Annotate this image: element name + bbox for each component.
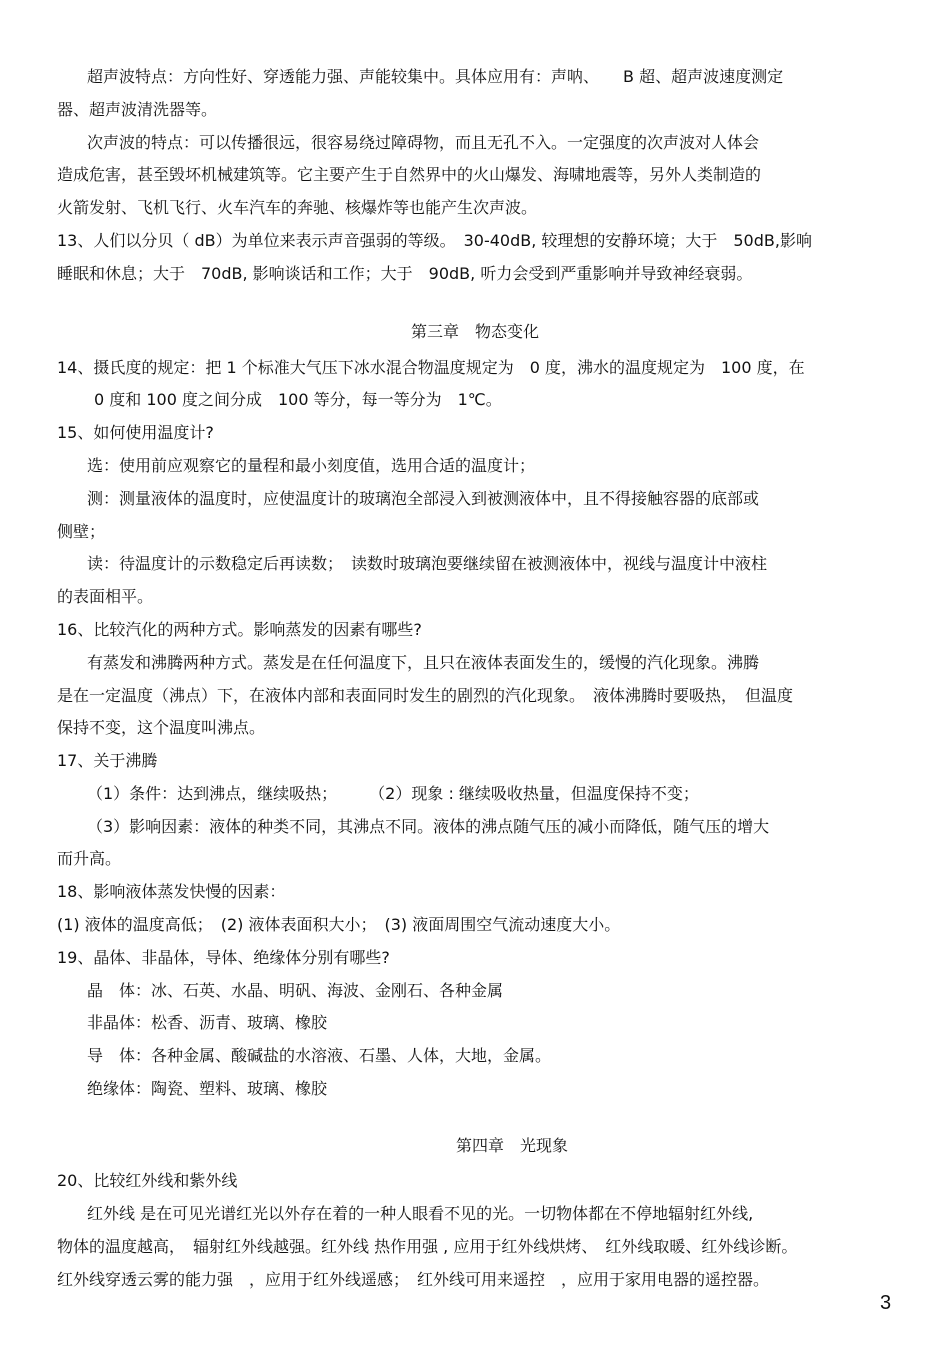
paragraph-line: 17、关于沸腾	[57, 751, 158, 770]
page-number: 3	[880, 1292, 892, 1314]
paragraph-line: (1) 液体的温度高低； (2) 液体表面积大小； (3) 液面周围空气流动速度大小。	[57, 915, 621, 934]
paragraph-line: 保持不变，这个温度叫沸点。	[57, 718, 266, 737]
paragraph-line: 晶 体：冰、石英、水晶、明矾、海波、金刚石、各种金属	[87, 981, 504, 1000]
paragraph-line: 而升高。	[57, 849, 122, 868]
paragraph-line: 18、影响液体蒸发快慢的因素：	[57, 882, 286, 901]
paragraph-line: 导 体：各种金属、酸碱盐的水溶液、石墨、人体，大地，金属。	[87, 1046, 552, 1065]
paragraph-line: 20、比较红外线和紫外线	[57, 1171, 238, 1190]
paragraph-line: 次声波的特点：可以传播很远，很容易绕过障碍物，而且无孔不入。一定强度的次声波对人体会	[87, 133, 760, 152]
paragraph-line: 红外线穿透云雾的能力强 ，应用于红外线遥感； 红外线可用来遥控 ，应用于家用电器的遥控器。	[57, 1270, 770, 1289]
paragraph-line: 绝缘体：陶瓷、塑料、玻璃、橡胶	[87, 1079, 328, 1098]
paragraph-line: 0 度和 100 度之间分成 100 等分，每一等分为 1℃。	[94, 390, 502, 409]
paragraph-line: （3）影响因素：液体的种类不同，其沸点不同。液体的沸点随气压的减小而降低，随气压的增大	[87, 817, 770, 836]
paragraph-line: 红外线 是在可见光谱红光以外存在着的一种人眼看不见的光。一切物体都在不停地辐射红外线,	[87, 1204, 754, 1223]
paragraph-line: 非晶体：松香、沥青、玻璃、橡胶	[87, 1013, 328, 1032]
chapter-heading: 第三章 物态变化	[410, 322, 539, 341]
paragraph-line: 的表面相平。	[57, 587, 154, 606]
paragraph-line: 读：待温度计的示数稳定后再读数； 读数时玻璃泡要继续留在被测液体中，视线与温度计中液柱	[87, 554, 768, 573]
paragraph-line: （1）条件：达到沸点，继续吸热； （2）现象 : 继续吸收热量，但温度保持不变；	[87, 784, 699, 803]
paragraph-line: 器、超声波清洗器等。	[57, 100, 218, 119]
paragraph-line: 14、摄氏度的规定：把 1 个标准大气压下冰水混合物温度规定为 0 度，沸水的温度规定为 100 度，在	[57, 358, 805, 377]
paragraph-line: 16、比较汽化的两种方式。影响蒸发的因素有哪些?	[57, 620, 422, 639]
paragraph-line: 15、如何使用温度计?	[57, 423, 214, 442]
paragraph-line: 是在一定温度（沸点）下，在液体内部和表面同时发生的剧烈的汽化现象。 液体沸腾时要吸热， 但温度	[57, 686, 794, 705]
paragraph-line: 19、晶体、非晶体，导体、绝缘体分别有哪些?	[57, 948, 390, 967]
paragraph-line: 侧壁；	[57, 522, 106, 541]
paragraph-line: 火箭发射、飞机飞行、火车汽车的奔驰、核爆炸等也能产生次声波。	[57, 198, 538, 217]
chapter-heading: 第四章 光现象	[455, 1136, 568, 1155]
paragraph-line: 选：使用前应观察它的量程和最小刻度值，选用合适的温度计；	[87, 456, 536, 475]
paragraph-line: 造成危害，甚至毁坏机械建筑等。它主要产生于自然界中的火山爆发、海啸地震等，另外人类制造的	[57, 165, 762, 184]
paragraph-line: 13、人们以分贝（ dB）为单位来表示声音强弱的等级。 30-40dB, 较理想的安静环境；大于 50dB,影响	[57, 231, 812, 250]
paragraph-line: 测：测量液体的温度时，应使温度计的玻璃泡全部浸入到被测液体中，且不得接触容器的底部或	[87, 489, 760, 508]
paragraph-line: 有蒸发和沸腾两种方式。蒸发是在任何温度下，且只在液体表面发生的，缓慢的汽化现象。沸腾	[87, 653, 760, 672]
paragraph-line: 物体的温度越高， 辐射红外线越强。红外线 热作用强 , 应用于红外线烘烤、 红外线取暖、红外线诊断。	[57, 1237, 798, 1256]
paragraph-line: 睡眠和休息；大于 70dB, 影响谈话和工作；大于 90dB, 听力会受到严重影响并导致神经衰弱。	[57, 264, 753, 283]
paragraph-line: 超声波特点：方向性好、穿透能力强、声能较集中。具体应用有：声呐、 B 超、超声波速度测定	[87, 67, 784, 86]
